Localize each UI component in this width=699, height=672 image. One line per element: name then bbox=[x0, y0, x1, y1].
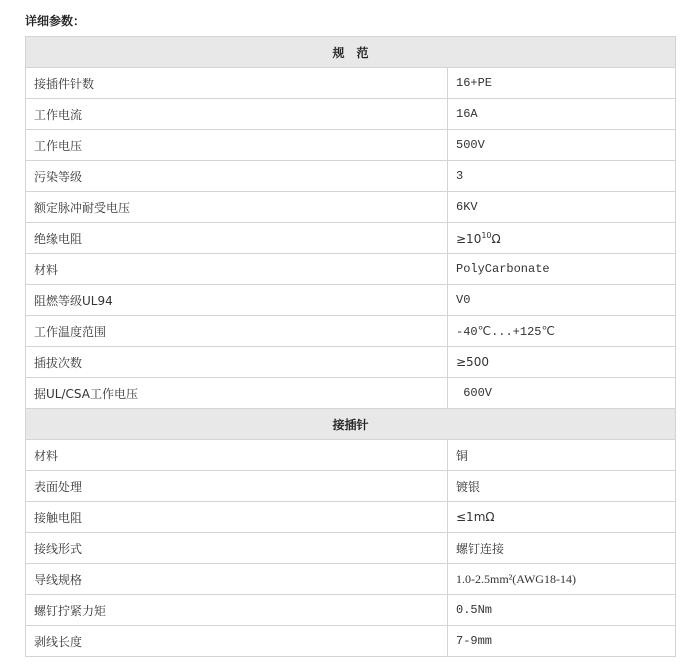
row-value: 16A bbox=[448, 99, 676, 130]
row-value: 16+PE bbox=[448, 68, 676, 99]
row-label: 材料 bbox=[26, 254, 448, 285]
row-value: 7-9mm bbox=[448, 626, 676, 657]
section-header-spec: 规 范 bbox=[26, 37, 676, 68]
table-row bbox=[26, 285, 676, 316]
row-value: 螺钉连接 bbox=[448, 533, 676, 564]
row-label: 工作电压 bbox=[26, 130, 448, 161]
table-row bbox=[26, 130, 676, 161]
row-value: 3 bbox=[448, 161, 676, 192]
row-label: 剥线长度 bbox=[26, 626, 448, 657]
table-row bbox=[26, 316, 676, 347]
table-row bbox=[26, 626, 676, 657]
table-row bbox=[26, 378, 676, 409]
section-header-row bbox=[26, 409, 676, 440]
row-label: 绝缘电阻 bbox=[26, 223, 448, 254]
table-row bbox=[26, 254, 676, 285]
row-label: 据UL/CSA工作电压 bbox=[26, 378, 448, 409]
row-label: 污染等级 bbox=[26, 161, 448, 192]
row-label: 工作电流 bbox=[26, 99, 448, 130]
row-value: 500V bbox=[448, 130, 676, 161]
row-value: 6KV bbox=[448, 192, 676, 223]
value-prefix: ≥10 bbox=[456, 231, 482, 246]
row-value: 铜 bbox=[448, 440, 676, 471]
row-label: 工作温度范围 bbox=[26, 316, 448, 347]
table-row bbox=[26, 347, 676, 378]
row-value: -40℃...+125℃ bbox=[448, 316, 676, 347]
table-row bbox=[26, 192, 676, 223]
row-value: 0.5Nm bbox=[448, 595, 676, 626]
table-row bbox=[26, 68, 676, 99]
row-label: 接触电阻 bbox=[26, 502, 448, 533]
table-row bbox=[26, 223, 676, 254]
row-label: 材料 bbox=[26, 440, 448, 471]
row-label: 导线规格 bbox=[26, 564, 448, 595]
table-row bbox=[26, 161, 676, 192]
row-value: V0 bbox=[448, 285, 676, 316]
row-value: 镀银 bbox=[448, 471, 676, 502]
row-label: 插拔次数 bbox=[26, 347, 448, 378]
section-header-pin: 接插针 bbox=[26, 409, 676, 440]
row-label: 螺钉拧紧力矩 bbox=[26, 595, 448, 626]
row-label: 接线形式 bbox=[26, 533, 448, 564]
table-row bbox=[26, 564, 676, 595]
row-label: 额定脉冲耐受电压 bbox=[26, 192, 448, 223]
row-label: 阻燃等级UL94 bbox=[26, 285, 448, 316]
row-value: 1.0-2.5mm²(AWG18-14) bbox=[448, 564, 676, 595]
table-row bbox=[26, 533, 676, 564]
row-label: 表面处理 bbox=[26, 471, 448, 502]
row-value: ≥500 bbox=[448, 347, 676, 378]
table-row bbox=[26, 99, 676, 130]
table-row bbox=[26, 502, 676, 533]
row-value: PolyCarbonate bbox=[448, 254, 676, 285]
section-header-row bbox=[26, 37, 676, 68]
table-row bbox=[26, 595, 676, 626]
row-value-insulation bbox=[448, 223, 676, 254]
table-row bbox=[26, 440, 676, 471]
row-value: 600V bbox=[448, 378, 676, 409]
table-row bbox=[26, 471, 676, 502]
row-label: 接插件针数 bbox=[26, 68, 448, 99]
value-exponent: 10 bbox=[481, 230, 492, 240]
row-value: ≤1mΩ bbox=[448, 502, 676, 533]
spec-table bbox=[25, 36, 676, 657]
page-title: 详细参数： bbox=[25, 14, 86, 28]
value-unit: Ω bbox=[491, 231, 501, 246]
